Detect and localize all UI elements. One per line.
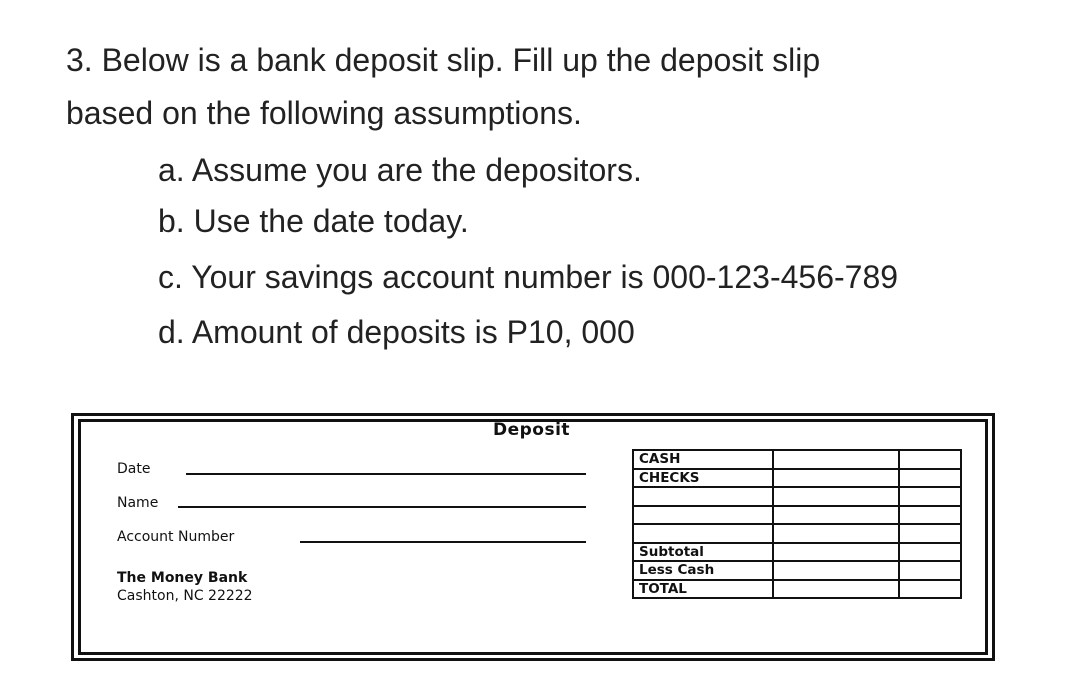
table-row [633, 580, 961, 599]
blank-cents-cell[interactable] [899, 524, 961, 543]
date-label: Date [117, 461, 151, 477]
checks-cents-cell[interactable] [899, 469, 961, 488]
assumption-b: b. Use the date today. [158, 203, 469, 239]
cash-amount-cell[interactable] [773, 450, 899, 469]
subtotal-cents-cell[interactable] [899, 543, 961, 562]
bank-name: The Money Bank [117, 570, 248, 586]
total-amount-cell[interactable] [773, 580, 899, 599]
less-cash-cents-cell[interactable] [899, 561, 961, 580]
question-line-1: 3. Below is a bank deposit slip. Fill up the deposit slip [66, 42, 821, 78]
row-label-less-cash: Less Cash [633, 561, 773, 580]
checks-amount-cell[interactable] [773, 469, 899, 488]
name-label: Name [117, 495, 159, 511]
table-row [633, 469, 961, 488]
row-label-subtotal: Subtotal [633, 543, 773, 562]
table-row [633, 506, 961, 525]
assumption-d: d. Amount of deposits is P10, 000 [158, 314, 635, 350]
table-row [633, 561, 961, 580]
table-row [633, 524, 961, 543]
deposit-amount-table [632, 449, 962, 599]
row-label-cash: CASH [633, 450, 773, 469]
assumption-c: c. Your savings account number is 000-123-456-789 [158, 259, 899, 295]
blank-cents-cell[interactable] [899, 487, 961, 506]
table-row [633, 450, 961, 469]
blank-amount-cell[interactable] [773, 487, 899, 506]
question-line-2: based on the following assumptions. [66, 95, 582, 131]
blank-row-label[interactable] [633, 524, 773, 543]
less-cash-amount-cell[interactable] [773, 561, 899, 580]
date-line[interactable] [186, 473, 586, 475]
table-row [633, 543, 961, 562]
row-label-total: TOTAL [633, 580, 773, 599]
account-number-label: Account Number [117, 529, 235, 545]
cash-cents-cell[interactable] [899, 450, 961, 469]
row-label-checks: CHECKS [633, 469, 773, 488]
subtotal-amount-cell[interactable] [773, 543, 899, 562]
blank-row-label[interactable] [633, 487, 773, 506]
table-row [633, 487, 961, 506]
total-cents-cell[interactable] [899, 580, 961, 599]
blank-row-label[interactable] [633, 506, 773, 525]
blank-cents-cell[interactable] [899, 506, 961, 525]
blank-amount-cell[interactable] [773, 506, 899, 525]
blank-amount-cell[interactable] [773, 524, 899, 543]
name-line[interactable] [178, 506, 586, 508]
assumption-a: a. Assume you are the depositors. [158, 152, 642, 188]
bank-address: Cashton, NC 22222 [117, 588, 253, 604]
deposit-slip-title: Deposit [493, 420, 571, 440]
account-number-line[interactable] [300, 541, 586, 543]
